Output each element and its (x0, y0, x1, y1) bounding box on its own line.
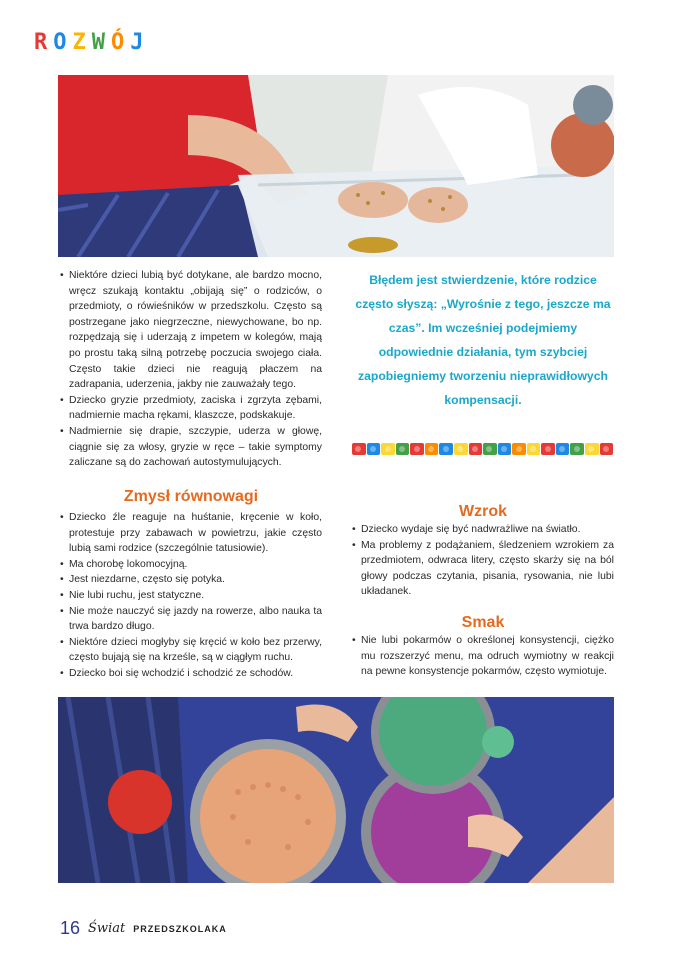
balance-symptoms-list (60, 510, 322, 682)
list-item: • Niektóre dzieci mogłyby się kręcić w koło bez przerwy, często bujają się na krześle, są w ciągłym ruchu. (60, 635, 322, 666)
list-item: • Ma problemy z podążaniem, śledzeniem wzrokiem za przedmiotem, odwraca litery, często skarży się na ból głowy podczas czytania, pisania, rysowania, nie lubi układanek. (352, 538, 614, 600)
lego-brick (410, 443, 424, 455)
list-item: • Nie lubi pokarmów o określonej konsystencji, ciężko mu rozszerzyć menu, ma odruch wymiotny w reakcji na pewne konsystencje pokarmów, często wymiotuje. (352, 633, 614, 680)
lego-brick (367, 443, 381, 455)
photo-sensory-bin-illustration (58, 75, 614, 257)
lego-brick (512, 443, 526, 455)
section-letter: R (34, 30, 50, 55)
photo-sensory-bin (58, 75, 614, 257)
list-item: • Dziecko wydaje się być nadwrażliwe na światło. (352, 522, 614, 538)
taste-symptoms-list (352, 633, 614, 680)
section-letter: O (53, 30, 69, 55)
lego-brick-divider (352, 443, 614, 455)
lego-brick (541, 443, 555, 455)
lego-brick (600, 443, 614, 455)
section-letter: Z (72, 30, 88, 55)
lego-brick (454, 443, 468, 455)
list-item: • Niektóre dzieci lubią być dotykane, ale bardzo mocno, wręcz szukają kontaktu „obijają się” o rodziców, o przedmioty, o rówieśników w przedszkolu. Często są postrzegane jako niegrzeczne, niewychowane, bo np. rozpędzają się i uderzają z impetem w kolegów, mają po prostu taką silną potrzebę poczucia swojego ciała. Często takie dzieci nie reagują płaczem na zadrapania, uderzenia, jakby nie zauważały tego. (60, 268, 322, 393)
lego-brick (498, 443, 512, 455)
list-item: • Nie lubi ruchu, jest statyczne. (60, 588, 322, 604)
lego-brick (439, 443, 453, 455)
photo-tactile-discs-illustration (58, 697, 614, 883)
lego-brick (556, 443, 570, 455)
section-letter: Ó (111, 30, 127, 55)
section-letter: W (91, 30, 107, 55)
lego-brick (483, 443, 497, 455)
section-title (34, 30, 146, 55)
photo-tactile-discs (58, 697, 614, 883)
lego-brick (585, 443, 599, 455)
list-item: • Nadmiernie się drapie, szczypie, uderza w głowę, ciągnie się za włosy, gryzie w ręce – takie symptomy zaliczane są do zachowań autostymulujących. (60, 424, 322, 471)
lego-brick (352, 443, 366, 455)
section-letter: J (130, 30, 146, 55)
page-footer (60, 918, 227, 939)
list-item: • Ma chorobę lokomocyjną. (60, 557, 322, 573)
vision-symptoms-list (352, 522, 614, 600)
lego-brick (381, 443, 395, 455)
list-item: • Dziecko boi się wchodzić i schodzić ze schodów. (60, 666, 322, 682)
page-number: 16 (60, 918, 81, 938)
list-item: • Dziecko gryzie przedmioty, zaciska i zgrzyta zębami, nadmiernie macha rękami, klaszcze, podskakuje. (60, 393, 322, 424)
pull-quote: Błędem jest stwierdzenie, które rodzice często słyszą: „Wyrośnie z tego, jeszcze ma czas”. Im wcześniej podejmiemy odpowiednie działania, tym szybciej zapobiegniemy tworzeniu nieprawidłowych kompensacji. (355, 273, 611, 407)
list-item: • Dziecko źle reaguje na huśtanie, kręcenie w koło, protestuje przy zabawach w powietrzu, jakie często lubią sami rodzice (szczególnie tatusiowie). (60, 510, 322, 557)
heading-balance: Zmysł równowagi (123, 488, 259, 505)
lego-brick (396, 443, 410, 455)
heading-taste: Smak (461, 614, 505, 631)
heading-vision: Wzrok (459, 503, 507, 520)
lego-brick (570, 443, 584, 455)
magazine-subtitle: PRZEDSZKOLAKA (133, 923, 227, 934)
magazine-logo: Świat (88, 921, 126, 936)
lego-brick (527, 443, 541, 455)
list-item: • Nie może nauczyć się jazdy na rowerze, albo nauka ta trwa bardzo długo. (60, 604, 322, 635)
lego-brick (425, 443, 439, 455)
tactile-symptoms-list (60, 268, 322, 471)
lego-brick (469, 443, 483, 455)
list-item: • Jest niezdarne, często się potyka. (60, 572, 322, 588)
